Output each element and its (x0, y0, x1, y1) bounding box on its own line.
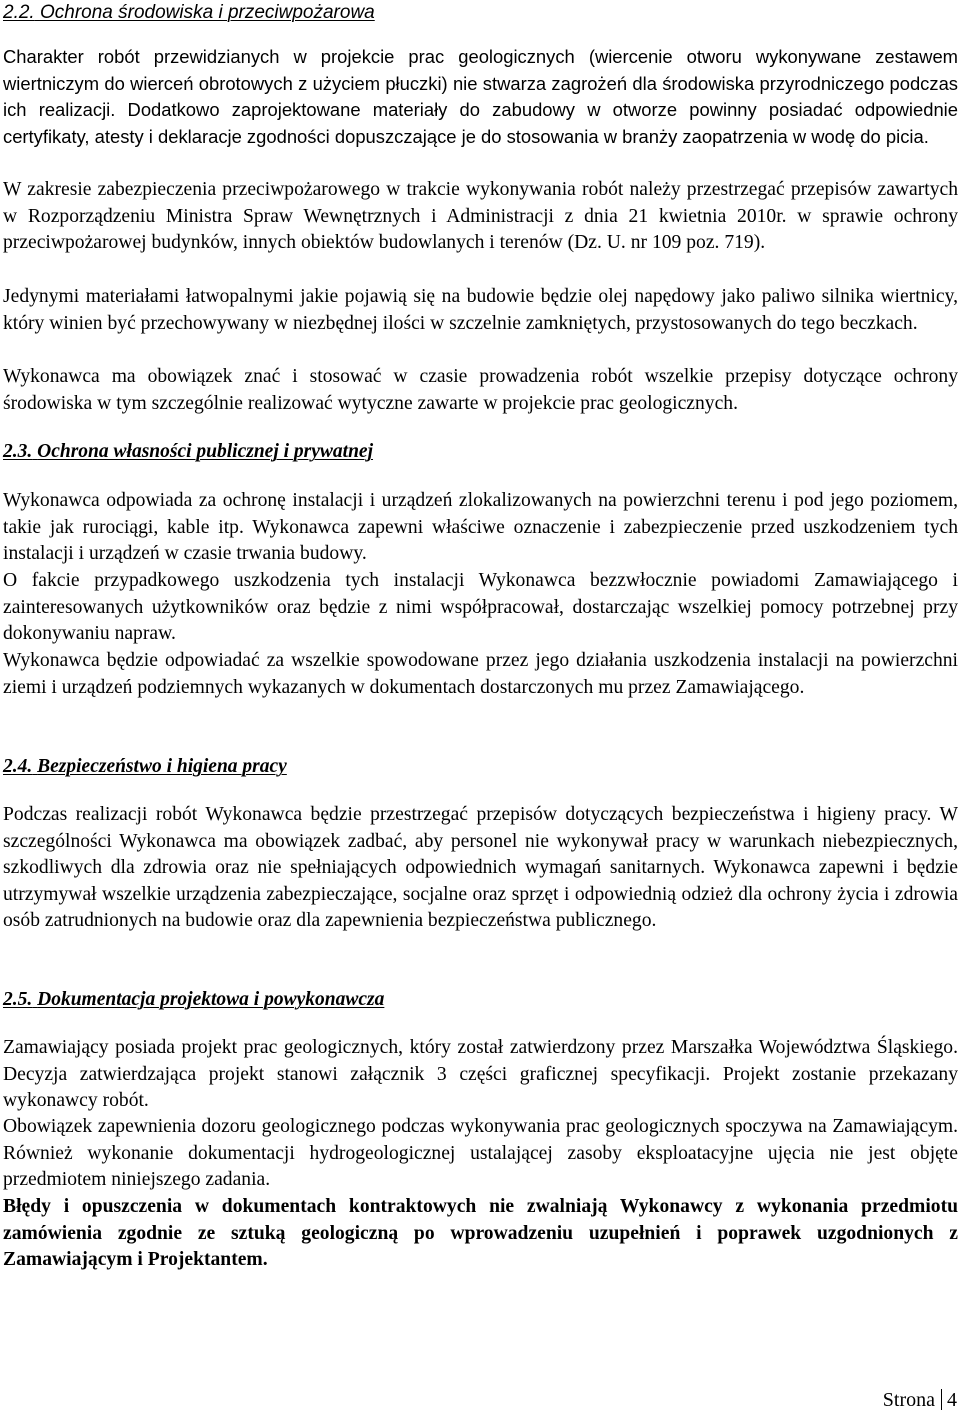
paragraph: Obowiązek zapewnienia dozoru geologicznego podczas wykonywania prac geologicznych spoczywa na Zamawiającym. Również wykonanie dokumentacji hydrogeologicznej ustalającej zasoby eksploatacyjne ujęcia nie jest objęte przedmiotem niniejszego zadania. (3, 1116, 958, 1190)
section-number: 2.2. (3, 2, 35, 23)
section-heading-2-3 (3, 440, 373, 464)
footer-label: Strona (882, 1389, 935, 1411)
page-footer (883, 1388, 957, 1412)
paragraph: Wykonawca odpowiada za ochronę instalacji i urządzeń zlokalizowanych na powierzchni terenu i pod jego poziomem, takie jak rurociągi, kable itp. Wykonawca zapewni właściwe oznaczenie i zabezpieczenie przed uszkodzeniem tych instalacji i urządzeń w czasie trwania budowy. (3, 490, 958, 564)
section-number: 2.5. (3, 989, 33, 1010)
paragraph: Podczas realizacji robót Wykonawca będzie przestrzegać przepisów dotyczących bezpieczeństwa i higieny pracy. W szczególności Wykonawca ma obowiązek zadbać, aby personel nie wykonywał pracy w warunkach niebezpiecznych, szkodliwych dla zdrowia oraz nie spełniających odpowiednich wymagań sanitarnych. Wykonawca zapewni i będzie utrzymywał wszelkie urządzenia zabezpieczające, socjalne oraz sprzęt i odpowiednią odzież dla ochrony życia i zdrowia osób zatrudnionych na budowie oraz dla zapewnienia bezpieczeństwa publicznego. (3, 804, 958, 931)
section-title: Dokumentacja projektowa i powykonawcza (37, 989, 385, 1010)
paragraph: W zakresie zabezpieczenia przeciwpożarowego w trakcie wykonywania robót należy przestrzegać przepisów zawartych w Rozporządzeniu Ministra Spraw Wewnętrznych i Administracji z dnia 21 kwietnia 2010r. w sprawie ochrony przeciwpożarowej budynków, innych obiektów budowlanych i terenów (Dz. U. nr 109 poz. 719). (3, 179, 958, 253)
paragraph: Zamawiający posiada projekt prac geologicznych, który został zatwierdzony przez Marszałka Województwa Śląskiego. Decyzja zatwierdzająca projekt stanowi załącznik 3 części graficznej specyfikacji. Projekt zostanie przekazany wykonawcy robót. (3, 1037, 958, 1111)
footer-separator (941, 1389, 942, 1410)
bold-paragraph: Błędy i opuszczenia w dokumentach kontraktowych nie zwalniają Wykonawcy z wykonania przedmiotu zamówienia zgodnie ze sztuką geologiczną po wprowadzeniu uzupełnień i poprawek uzgodnionych z Zamawiającym i Projektantem. (3, 1196, 958, 1270)
section-number: 2.4. (3, 756, 33, 777)
section-title: Ochrona własności publicznej i prywatnej (37, 441, 374, 462)
section-heading-2-2 (3, 1, 375, 25)
page-number: 4 (947, 1389, 957, 1411)
section-title: Bezpieczeństwo i higiena pracy (37, 756, 287, 777)
section-heading-2-5 (3, 988, 384, 1012)
paragraph: Wykonawca będzie odpowiadać za wszelkie spowodowane przez jego działania uszkodzenia instalacji na powierzchni ziemi i urządzeń podziemnych wykazanych w dokumentach dostarczonych mu przez Zamawiającego. (3, 650, 958, 698)
paragraph: Jedynymi materiałami łatwopalnymi jakie pojawią się na budowie będzie olej napędowy jako paliwo silnika wiertnicy, który winien być przechowywany w niezbędnej ilości w szczelnie zamkniętych, przystosowanych do tego beczkach. (3, 286, 958, 334)
section-number: 2.3. (3, 441, 33, 462)
paragraph: Wykonawca ma obowiązek znać i stosować w czasie prowadzenia robót wszelkie przepisy dotyczące ochrony środowiska w tym szczególnie realizować wytyczne zawarte w projekcie prac geologicznych. (3, 366, 958, 414)
paragraph: O fakcie przypadkowego uszkodzenia tych instalacji Wykonawca bezzwłocznie powiadomi Zamawiającego i zainteresowanych użytkowników oraz będzie z nimi współpracował, dostarczając wszelkiej pomocy potrzebnej przy dokonywaniu napraw. (3, 570, 958, 644)
section-heading-2-4 (3, 755, 287, 779)
paragraph: Charakter robót przewidzianych w projekcie prac geologicznych (wiercenie otworu wykonywane zestawem wiertniczym do wierceń obrotowych z użyciem płuczki) nie stwarza zagrożeń dla środowiska przyrodniczego podczas ich realizacji. Dodatkowo zaprojektowane materiały do zabudowy w otworze powinny posiadać odpowiednie certyfikaty, atesty i deklaracje zgodności dopuszczające je do stosowania w branży zaopatrzenia w wodę do picia. (3, 46, 958, 147)
section-title: Ochrona środowiska i przeciwpożarowa (39, 2, 375, 23)
